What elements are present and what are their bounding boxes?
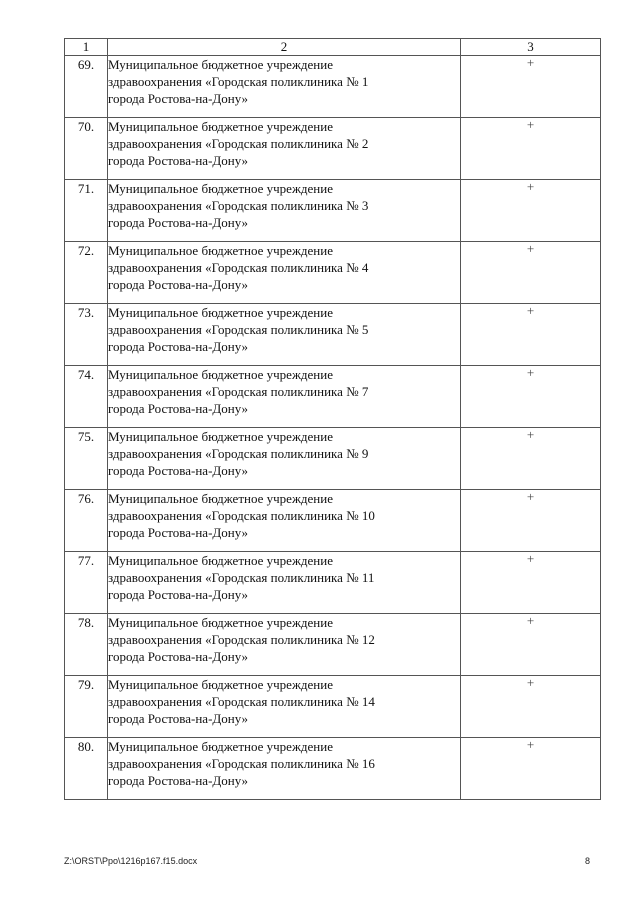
institution-name-line: города Ростова-на-Дону» — [108, 711, 249, 726]
institution-name-line: Муниципальное бюджетное учреждение — [108, 181, 333, 196]
institution-name-line: здравоохранения «Городская поликлиника № 16 — [108, 756, 375, 771]
institution-name-line: здравоохранения «Городская поликлиника № 4 — [108, 260, 369, 275]
institution-name — [108, 180, 461, 242]
institutions-table — [64, 38, 601, 800]
row-number: 77. — [65, 552, 108, 614]
table-row — [65, 738, 601, 800]
inclusion-mark: + — [461, 118, 601, 180]
row-number: 75. — [65, 428, 108, 490]
row-number: 79. — [65, 676, 108, 738]
inclusion-mark: + — [461, 738, 601, 800]
institution-name-line: Муниципальное бюджетное учреждение — [108, 119, 333, 134]
column-header-2: 2 — [108, 39, 461, 56]
row-number: 76. — [65, 490, 108, 552]
institution-name-line: здравоохранения «Городская поликлиника № 2 — [108, 136, 369, 151]
institution-name — [108, 490, 461, 552]
inclusion-mark: + — [461, 242, 601, 304]
inclusion-mark: + — [461, 428, 601, 490]
column-header-1: 1 — [65, 39, 108, 56]
institution-name-line: здравоохранения «Городская поликлиника № 14 — [108, 694, 375, 709]
institution-name-line: здравоохранения «Городская поликлиника № 3 — [108, 198, 369, 213]
institution-name-line: Муниципальное бюджетное учреждение — [108, 739, 333, 754]
institution-name-line: Муниципальное бюджетное учреждение — [108, 305, 333, 320]
row-number: 73. — [65, 304, 108, 366]
institution-name-line: здравоохранения «Городская поликлиника № 7 — [108, 384, 369, 399]
institution-name-line: здравоохранения «Городская поликлиника № 5 — [108, 322, 369, 337]
row-number: 72. — [65, 242, 108, 304]
institution-name-line: города Ростова-на-Дону» — [108, 587, 249, 602]
row-number: 78. — [65, 614, 108, 676]
institution-name — [108, 614, 461, 676]
table-row — [65, 676, 601, 738]
table-row — [65, 180, 601, 242]
institution-name-line: здравоохранения «Городская поликлиника № 9 — [108, 446, 369, 461]
institution-name-line: здравоохранения «Городская поликлиника № 1 — [108, 74, 369, 89]
institution-name-line: города Ростова-на-Дону» — [108, 153, 249, 168]
institution-name-line: города Ростова-на-Дону» — [108, 525, 249, 540]
table-row — [65, 56, 601, 118]
table-body — [65, 56, 601, 800]
institution-name-line: Муниципальное бюджетное учреждение — [108, 57, 333, 72]
row-number: 69. — [65, 56, 108, 118]
institution-name-line: города Ростова-на-Дону» — [108, 649, 249, 664]
inclusion-mark: + — [461, 490, 601, 552]
institution-name — [108, 242, 461, 304]
footer-file-path: Z:\ORST\Ppo\1216p167.f15.docx — [64, 856, 198, 866]
row-number: 74. — [65, 366, 108, 428]
institution-name — [108, 428, 461, 490]
column-header-3: 3 — [461, 39, 601, 56]
institution-name-line: Муниципальное бюджетное учреждение — [108, 615, 333, 630]
institution-name — [108, 676, 461, 738]
institution-name-line: Муниципальное бюджетное учреждение — [108, 677, 333, 692]
table-row — [65, 614, 601, 676]
institution-name — [108, 552, 461, 614]
table-row — [65, 552, 601, 614]
institution-name-line: Муниципальное бюджетное учреждение — [108, 491, 333, 506]
inclusion-mark: + — [461, 56, 601, 118]
institution-name — [108, 304, 461, 366]
inclusion-mark: + — [461, 614, 601, 676]
row-number: 70. — [65, 118, 108, 180]
table-row — [65, 304, 601, 366]
inclusion-mark: + — [461, 676, 601, 738]
institution-name-line: города Ростова-на-Дону» — [108, 277, 249, 292]
table-row — [65, 366, 601, 428]
inclusion-mark: + — [461, 366, 601, 428]
inclusion-mark: + — [461, 304, 601, 366]
institution-name-line: здравоохранения «Городская поликлиника № 12 — [108, 632, 375, 647]
institution-name — [108, 118, 461, 180]
table-row — [65, 118, 601, 180]
inclusion-mark: + — [461, 180, 601, 242]
institution-name-line: Муниципальное бюджетное учреждение — [108, 243, 333, 258]
institution-name-line: города Ростова-на-Дону» — [108, 401, 249, 416]
institution-name-line: здравоохранения «Городская поликлиника № 10 — [108, 508, 375, 523]
institution-name — [108, 366, 461, 428]
row-number: 71. — [65, 180, 108, 242]
table-row — [65, 490, 601, 552]
table-row — [65, 242, 601, 304]
institution-name-line: города Ростова-на-Дону» — [108, 339, 249, 354]
institution-name-line: города Ростова-на-Дону» — [108, 91, 249, 106]
row-number: 80. — [65, 738, 108, 800]
institution-name-line: города Ростова-на-Дону» — [108, 463, 249, 478]
institution-name-line: здравоохранения «Городская поликлиника № 11 — [108, 570, 375, 585]
institution-name-line: Муниципальное бюджетное учреждение — [108, 367, 333, 382]
table-row — [65, 428, 601, 490]
table-header-row — [65, 39, 601, 56]
institution-name-line: города Ростова-на-Дону» — [108, 773, 249, 788]
institution-name-line: Муниципальное бюджетное учреждение — [108, 429, 333, 444]
institution-name — [108, 738, 461, 800]
institution-name — [108, 56, 461, 118]
institution-name-line: города Ростова-на-Дону» — [108, 215, 249, 230]
inclusion-mark: + — [461, 552, 601, 614]
institution-name-line: Муниципальное бюджетное учреждение — [108, 553, 333, 568]
footer-page-number: 8 — [585, 856, 591, 866]
